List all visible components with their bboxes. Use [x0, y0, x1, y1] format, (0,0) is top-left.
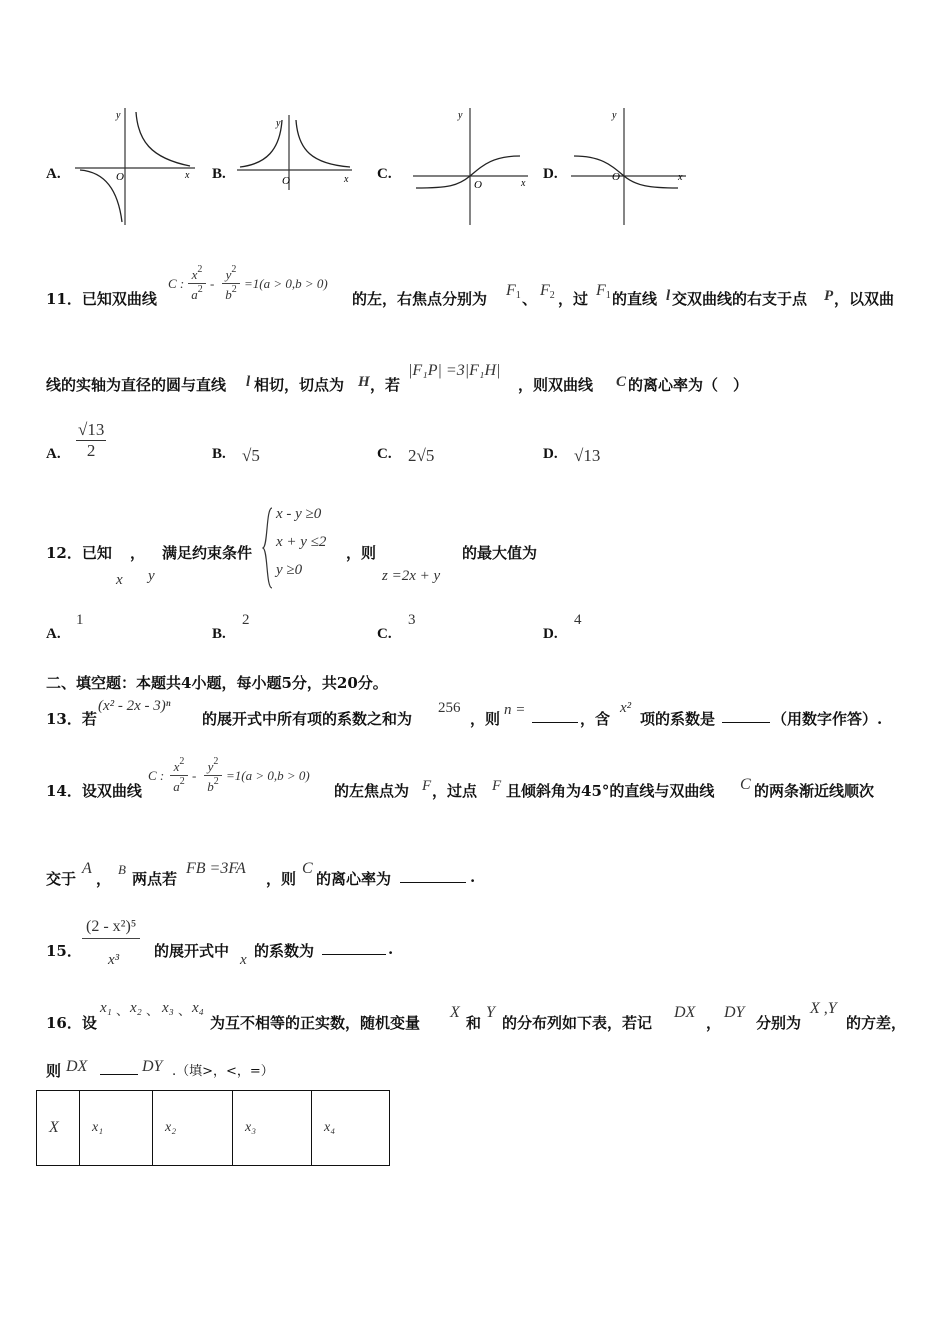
- q12-option-c-label: C.: [377, 626, 392, 642]
- table-row: [37, 1091, 390, 1166]
- table-cell: x₁: [80, 1091, 153, 1166]
- table-cell: x₄: [312, 1091, 390, 1166]
- q10-option-d-label: D.: [543, 166, 558, 182]
- origin-label: O: [474, 179, 482, 191]
- q14-line-1: 14．设双曲线 C : $x^2$ $a^2$ - $y^2$ $b^2$ =1(a > 0,b > 0) 的左焦点为 F ，过点 F 且倾斜角为45°的直线与双曲线 C 的两条渐近线顺次: [46, 756, 875, 800]
- origin-label: O: [282, 175, 290, 187]
- q16-line-1: 16．设 x₁ 、 x₂ 、 x₃ 、 x₄ 为互不相等的正实数，随机变量 X 和 Y 的分布列如下表，若记 DX ， DY 分别为 X ,Y 的方差，: [46, 1000, 907, 1032]
- q16-line-2: 则 DX DY .（填>，<，=）: [46, 1058, 274, 1080]
- origin-label: O: [116, 171, 124, 183]
- section-heading: 二、填空题：本题共4小题，每小题5分，共20分。: [46, 674, 388, 692]
- q16-blank[interactable]: [100, 1060, 138, 1075]
- q11-option-c-value: 2√5: [408, 446, 435, 465]
- q11-option-a-label: A.: [46, 446, 61, 462]
- q13-stem: 13．若 (x² - 2x - 3)ⁿ 的展开式中所有项的系数之和为 256 ，则 n = ，含 x² 项的系数是 （用数字作答）.: [46, 698, 883, 728]
- q12-option-b-label: B.: [212, 626, 226, 642]
- q10-option-c-label: C.: [377, 166, 392, 182]
- q12-option-a-value: 1: [76, 612, 84, 628]
- q12-option-c-value: 3: [408, 612, 416, 628]
- q10-graph-a: [70, 100, 200, 230]
- q14-blank[interactable]: [400, 868, 466, 883]
- y-axis-label: y: [612, 110, 617, 121]
- table-cell: x₃: [233, 1091, 312, 1166]
- q10-graph-d: [566, 100, 691, 230]
- q10-graph-c: [408, 100, 533, 230]
- y-axis-label: y: [116, 110, 121, 121]
- q12-option-b-value: 2: [242, 612, 250, 628]
- q12-option-d-value: 4: [574, 612, 582, 628]
- q12-option-d-label: D.: [543, 626, 558, 642]
- q11-option-d-value: √13: [574, 446, 601, 465]
- brace-icon: [262, 506, 274, 590]
- q10-option-a-label: A.: [46, 166, 61, 182]
- q11-option-a-value: $\frac{√13}{2}$: [78, 420, 105, 460]
- table-cell-header: X: [37, 1091, 80, 1166]
- x-axis-label: x: [344, 174, 349, 185]
- q11-option-d-label: D.: [543, 446, 558, 462]
- x-axis-label: x: [678, 172, 683, 183]
- q13-blank-coef[interactable]: [722, 708, 770, 723]
- q10-option-b-label: B.: [212, 166, 226, 182]
- table-cell: x₂: [153, 1091, 233, 1166]
- x-axis-label: x: [521, 178, 526, 189]
- q14-line-2: 交于 A ， B 两点若 FB =3FA ，则 C 的离心率为 .: [46, 860, 476, 888]
- q11-option-b-value: √5: [242, 446, 260, 465]
- q11-option-b-label: B.: [212, 446, 226, 462]
- q11-option-c-label: C.: [377, 446, 392, 462]
- q15-blank[interactable]: [322, 940, 386, 955]
- q13-blank-n[interactable]: [532, 708, 578, 723]
- q12-option-a-label: A.: [46, 626, 61, 642]
- origin-label: O: [612, 171, 620, 183]
- distribution-table: [36, 1090, 390, 1166]
- q10-graph-b: [232, 110, 357, 200]
- x-axis-label: x: [185, 170, 190, 181]
- y-axis-label: y: [458, 110, 463, 121]
- q12-stem: 12．已知 ， 满足约束条件 x y x - y ≥0 x + y ≤2 y ≥0 ，则 z =2x + y 的最大值为: [46, 506, 538, 588]
- y-axis-label: y: [276, 118, 281, 129]
- q15-stem: 15． (2 - x²)⁵ x³ 的展开式中 x 的系数为 .: [46, 918, 394, 968]
